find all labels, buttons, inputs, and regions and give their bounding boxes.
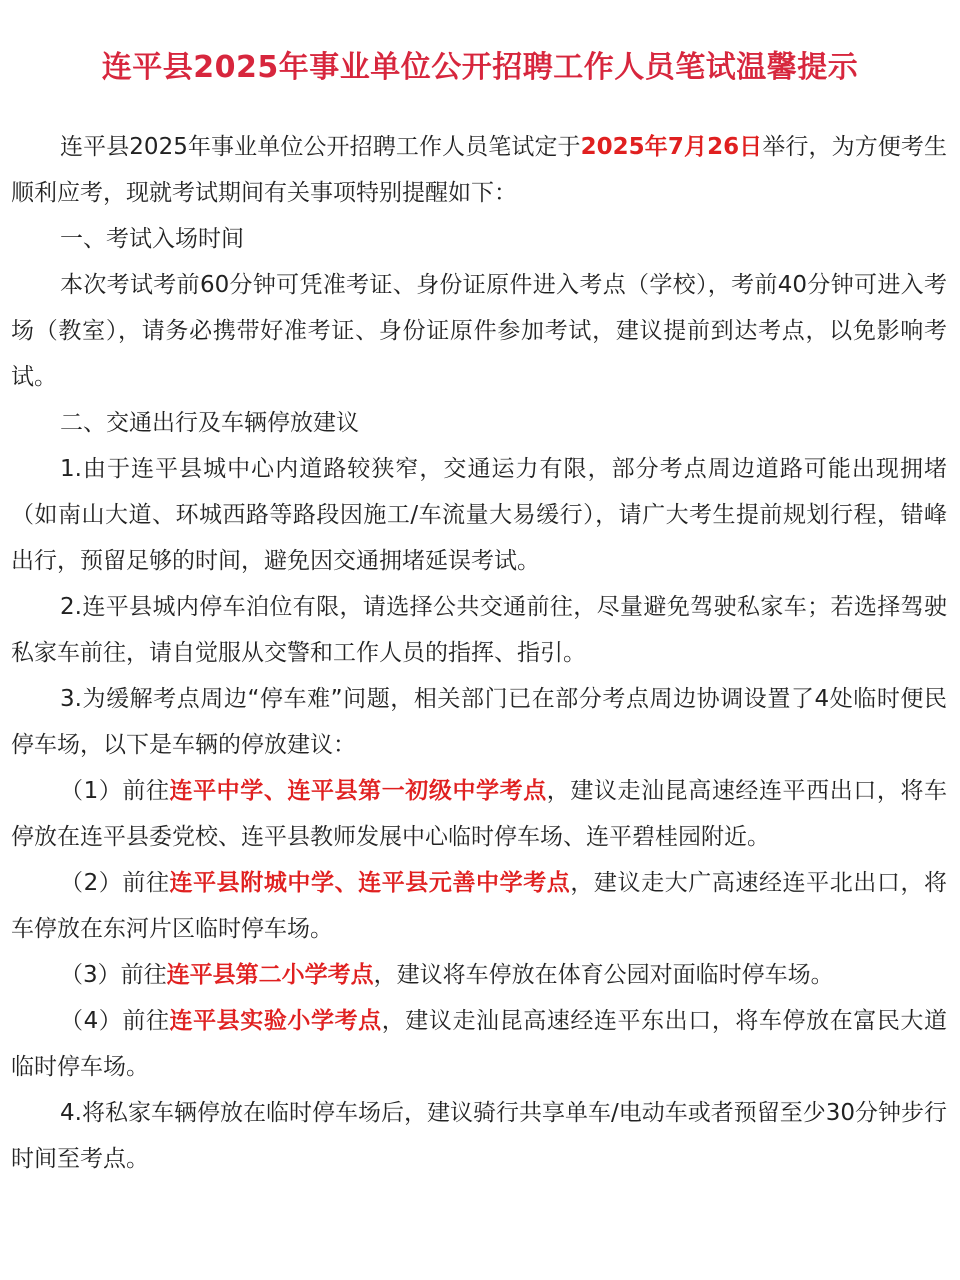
section2-item-1: 1.由于连平县城中心内道路较狭窄，交通运力有限，部分考点周边道路可能出现拥堵（如南山大道、环城西路等路段因施工/车流量大易缓行），请广大考生提前规划行程，错峰出行，预留足够的时间，避免因交通拥堵延误考试。: [11, 456, 947, 574]
parking-suggestion-2: [11, 860, 947, 952]
suggestion-text: ，建议将车停放在体育公园对面临时停车场。: [373, 962, 834, 988]
section1-heading: 一、考试入场时间: [60, 226, 244, 252]
exam-site-name: 连平县第二小学考点: [166, 962, 374, 988]
parking-suggestion-3: [11, 952, 947, 998]
parking-suggestion-1: [11, 768, 947, 860]
suggestion-prefix: （2）前往: [60, 870, 170, 896]
suggestion-prefix: （1）前往: [60, 778, 170, 804]
section2-item-3: 3.为缓解考点周边“停车难”问题，相关部门已在部分考点周边协调设置了4处临时便民停车场，以下是车辆的停放建议：: [11, 686, 947, 758]
section2-item-2: 2.连平县城内停车泊位有限，请选择公共交通前往，尽量避免驾驶私家车；若选择驾驶私家车前往，请自觉服从交警和工作人员的指挥、指引。: [11, 594, 947, 666]
section1-text: 本次考试考前60分钟可凭准考证、身份证原件进入考点（学校），考前40分钟可进入考场（教室），请务必携带好准考证、身份证原件参加考试，建议提前到达考点，以免影响考试。: [11, 272, 947, 390]
exam-site-name: 连平县实验小学考点: [169, 1008, 382, 1034]
section2-heading: 二、交通出行及车辆停放建议: [60, 410, 359, 436]
suggestion-text: ，建议走汕昆高速经连平东出口，将车停放在富民大道临时停车场。: [11, 1008, 948, 1080]
intro-paragraph: [11, 124, 947, 216]
suggestion-text: ，建议走汕昆高速经连平西出口，将车停放在连平县委党校、连平县教师发展中心临时停车场、连平碧桂园附近。: [11, 778, 948, 850]
suggestion-text: ，建议走大广高速经连平北出口，将车停放在东河片区临时停车场。: [11, 870, 948, 942]
intro-text-before: 连平县2025年事业单位公开招聘工作人员笔试定于: [60, 134, 581, 160]
suggestion-prefix: （3）前往: [60, 962, 167, 988]
exam-site-name: 连平中学、连平县第一初级中学考点: [169, 778, 547, 804]
page-title: 连平县2025年事业单位公开招聘工作人员笔试温馨提示: [101, 50, 859, 85]
intro-text-after: 举行，为方便考生顺利应考，现就考试期间有关事项特别提醒如下：: [11, 134, 948, 206]
exam-date: 2025年7月26日: [580, 134, 763, 160]
suggestion-prefix: （4）前往: [60, 1008, 170, 1034]
parking-suggestion-4: [11, 998, 947, 1090]
exam-site-name: 连平县附城中学、连平县元善中学考点: [169, 870, 571, 896]
notice-body: [11, 124, 947, 1182]
section2-item-4: 4.将私家车辆停放在临时停车场后，建议骑行共享单车/电动车或者预留至少30分钟步行时间至考点。: [11, 1100, 947, 1172]
